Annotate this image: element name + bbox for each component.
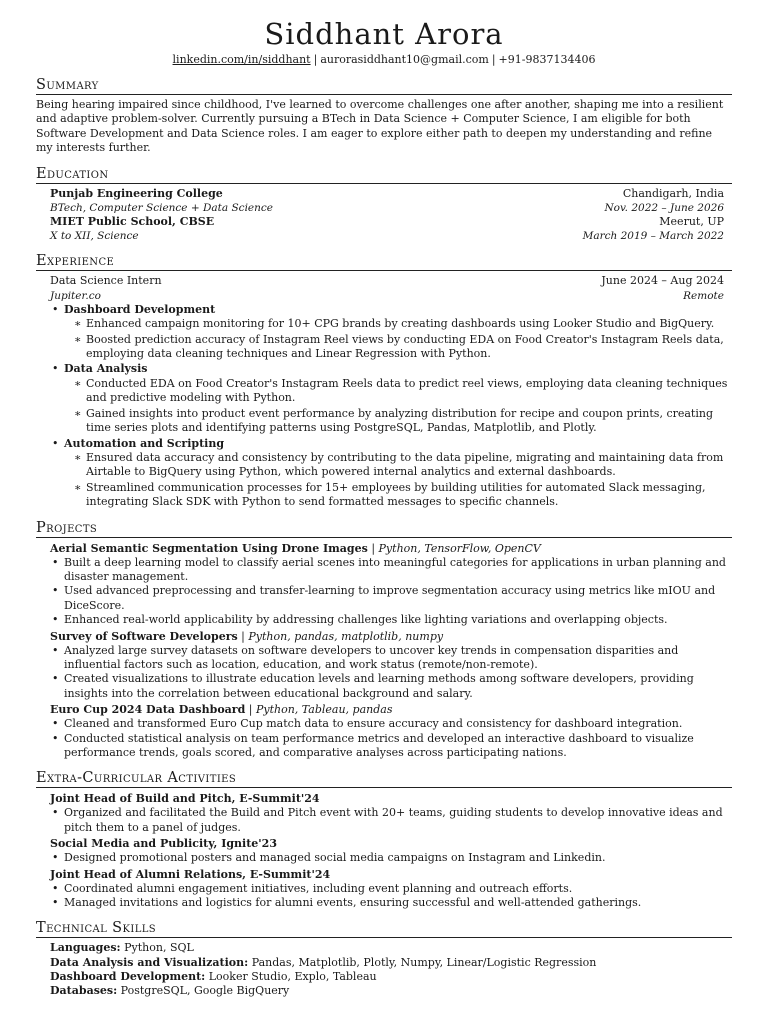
project-name: Survey of Software Developers bbox=[50, 629, 238, 643]
skill-label: Data Analysis and Visualization: bbox=[50, 955, 249, 969]
project-tech: Python, TensorFlow, OpenCV bbox=[378, 541, 541, 555]
activity-name: Joint Head of Alumni Relations, E-Summit'24 bbox=[50, 867, 331, 881]
job-dates: June 2024 – Aug 2024 bbox=[601, 274, 724, 288]
list-item: • Designed promotional posters and managed social media campaigns on Instagram and Linkedin. bbox=[64, 851, 732, 865]
skill-value: Pandas, Matplotlib, Plotly, Numpy, Linear/Logistic Regression bbox=[251, 955, 597, 969]
school-location: Chandigarh, India bbox=[622, 186, 724, 200]
project-tech: Python, pandas, matplotlib, numpy bbox=[248, 629, 444, 643]
project-items bbox=[36, 556, 732, 628]
education-entry bbox=[36, 215, 732, 243]
list-item: • Created visualizations to illustrate education levels and learning methods among software developers, providing insights into the correlation between educational background and salary. bbox=[64, 672, 732, 701]
list-item: • Built a deep learning model to classify aerial scenes into meaningful categories for applications in urban planning and disaster management. bbox=[64, 556, 732, 585]
list-item: ∗ Enhanced campaign monitoring for 10+ CPG brands by creating dashboards using Looker Studio and BigQuery. bbox=[86, 317, 732, 331]
skill-value: Python, SQL bbox=[124, 941, 194, 955]
group-items bbox=[64, 317, 732, 361]
skill-label: Dashboard Development: bbox=[50, 969, 206, 983]
experience-group bbox=[64, 303, 732, 362]
section-title-projects: Projects bbox=[36, 520, 732, 538]
skill-label: Databases: bbox=[50, 984, 118, 998]
project-heading: Aerial Semantic Segmentation Using Drone Images | Python, TensorFlow, OpenCV bbox=[50, 541, 541, 555]
list-item: ∗ Gained insights into product event performance by analyzing distribution for recipe and coupon prints, creating time series plots and identifying patterns using PostgreSQL, Pandas, Matplotlib, and Plotly. bbox=[86, 407, 732, 436]
project-tech: Python, Tableau, pandas bbox=[255, 703, 393, 717]
list-item: • Enhanced real-world applicability by addressing challenges like lighting variations and overlapping objects. bbox=[64, 613, 732, 627]
group-heading: Dashboard Development bbox=[64, 302, 216, 316]
group-heading: Automation and Scripting bbox=[64, 436, 225, 450]
list-item: • Coordinated alumni engagement initiatives, including event planning and outreach efforts. bbox=[64, 882, 732, 896]
project-name: Aerial Semantic Segmentation Using Drone Images bbox=[50, 541, 368, 555]
list-item: ∗ Ensured data accuracy and consistency by contributing to the data pipeline, migrating and maintaining data from Airtable to BigQuery using Python, which powered internal analytics and external dashboards. bbox=[86, 451, 732, 480]
list-item: • Cleaned and transformed Euro Cup match data to ensure accuracy and consistency for dashboard integration. bbox=[64, 717, 732, 731]
section-title-summary: Summary bbox=[36, 77, 732, 95]
school-location: Meerut, UP bbox=[659, 215, 724, 229]
list-item: • Used advanced preprocessing and transfer-learning to improve segmentation accuracy using metrics like mIOU and DiceScore. bbox=[64, 584, 732, 613]
list-item: • Analyzed large survey datasets on software developers to uncover key trends in compensation disparities and influential factors such as location, education, and work status (remote/non-remote). bbox=[64, 644, 732, 673]
skill-value: PostgreSQL, Google BigQuery bbox=[120, 984, 290, 998]
list-item: • Managed invitations and logistics for alumni events, ensuring successful and well-attended gatherings. bbox=[64, 896, 732, 910]
activity-items bbox=[36, 806, 732, 835]
phone-number: +91-9837134406 bbox=[498, 53, 596, 66]
separator: | bbox=[491, 53, 496, 66]
degree: X to XII, Science bbox=[50, 230, 139, 243]
school-name: MIET Public School, CBSE bbox=[50, 215, 215, 229]
school-name: Punjab Engineering College bbox=[50, 186, 223, 200]
resume-page bbox=[36, 16, 732, 998]
section-title-skills: Technical Skills bbox=[36, 920, 732, 938]
experience-groups bbox=[36, 303, 732, 510]
work-mode: Remote bbox=[683, 289, 724, 302]
group-items bbox=[64, 451, 732, 510]
skill-label: Languages: bbox=[50, 941, 121, 955]
experience-group bbox=[64, 362, 732, 435]
project-heading: Euro Cup 2024 Data Dashboard | Python, Tableau, pandas bbox=[50, 703, 393, 717]
list-item: • Organized and facilitated the Build and Pitch event with 20+ teams, guiding students to develop innovative ideas and pitch them to a panel of judges. bbox=[64, 806, 732, 835]
skills-list bbox=[36, 941, 732, 998]
section-title-experience: Experience bbox=[36, 253, 732, 271]
skill-row bbox=[50, 941, 724, 955]
activity-name: Joint Head of Build and Pitch, E-Summit'24 bbox=[50, 792, 320, 806]
linkedin-link[interactable]: linkedin.com/in/siddhant bbox=[172, 53, 311, 66]
project-heading: Survey of Software Developers | Python, pandas, matplotlib, numpy bbox=[50, 629, 444, 643]
skill-value: Looker Studio, Explo, Tableau bbox=[208, 969, 377, 983]
activity-name: Social Media and Publicity, Ignite'23 bbox=[50, 837, 277, 851]
contact-line bbox=[36, 53, 732, 67]
experience-entry bbox=[36, 274, 732, 302]
group-heading: Data Analysis bbox=[64, 362, 148, 376]
summary-text: Being hearing impaired since childhood, I've learned to overcome challenges one after another, shaping me into a resilient and adaptive problem-solver. Currently pursuing a BTech in Data Science + Computer Science, I am eligible for both Software Development and Data Science roles. I am eager to explore either path to deepen my understanding and refine my interests further. bbox=[36, 98, 724, 155]
list-item: ∗ Boosted prediction accuracy of Instagram Reel views by conducting EDA on Food Creator's Instagram Reels data, employing data cleaning techniques and Linear Regression with Python. bbox=[86, 333, 732, 362]
list-item: ∗ Streamlined communication processes for 15+ employees by building utilities for automated Slack messaging, integrating Slack SDK with Python to send formatted messages to specific channels. bbox=[86, 481, 732, 510]
project-items bbox=[36, 644, 732, 702]
activity-items bbox=[36, 851, 732, 865]
section-title-activities: Extra-Curricular Activities bbox=[36, 770, 732, 788]
section-title-education: Education bbox=[36, 166, 732, 184]
activity-items bbox=[36, 882, 732, 911]
education-entry bbox=[36, 187, 732, 215]
project-name: Euro Cup 2024 Data Dashboard bbox=[50, 703, 246, 717]
job-role: Data Science Intern bbox=[50, 274, 162, 288]
list-item: ∗ Conducted EDA on Food Creator's Instagram Reels data to predict reel views, employing data cleaning techniques and predictive modeling with Python. bbox=[86, 377, 732, 406]
project-items bbox=[36, 717, 732, 760]
group-items bbox=[64, 377, 732, 436]
list-item: • Conducted statistical analysis on team performance metrics and developed an interactive dashboard to visualize performance trends, goals scored, and comparative analyses across participating nations. bbox=[64, 732, 732, 761]
degree: BTech, Computer Science + Data Science bbox=[50, 202, 273, 215]
skill-row bbox=[50, 970, 724, 984]
education-dates: Nov. 2022 – June 2026 bbox=[604, 202, 724, 215]
company-name: Jupiter.co bbox=[50, 289, 101, 302]
education-dates: March 2019 – March 2022 bbox=[582, 230, 724, 243]
skill-row bbox=[50, 984, 724, 998]
email-link[interactable]: aurorasiddhant10@gmail.com bbox=[320, 53, 489, 66]
separator: | bbox=[313, 53, 318, 66]
experience-group bbox=[64, 437, 732, 510]
candidate-name: Siddhant Arora bbox=[264, 17, 504, 51]
skill-row bbox=[50, 956, 724, 970]
